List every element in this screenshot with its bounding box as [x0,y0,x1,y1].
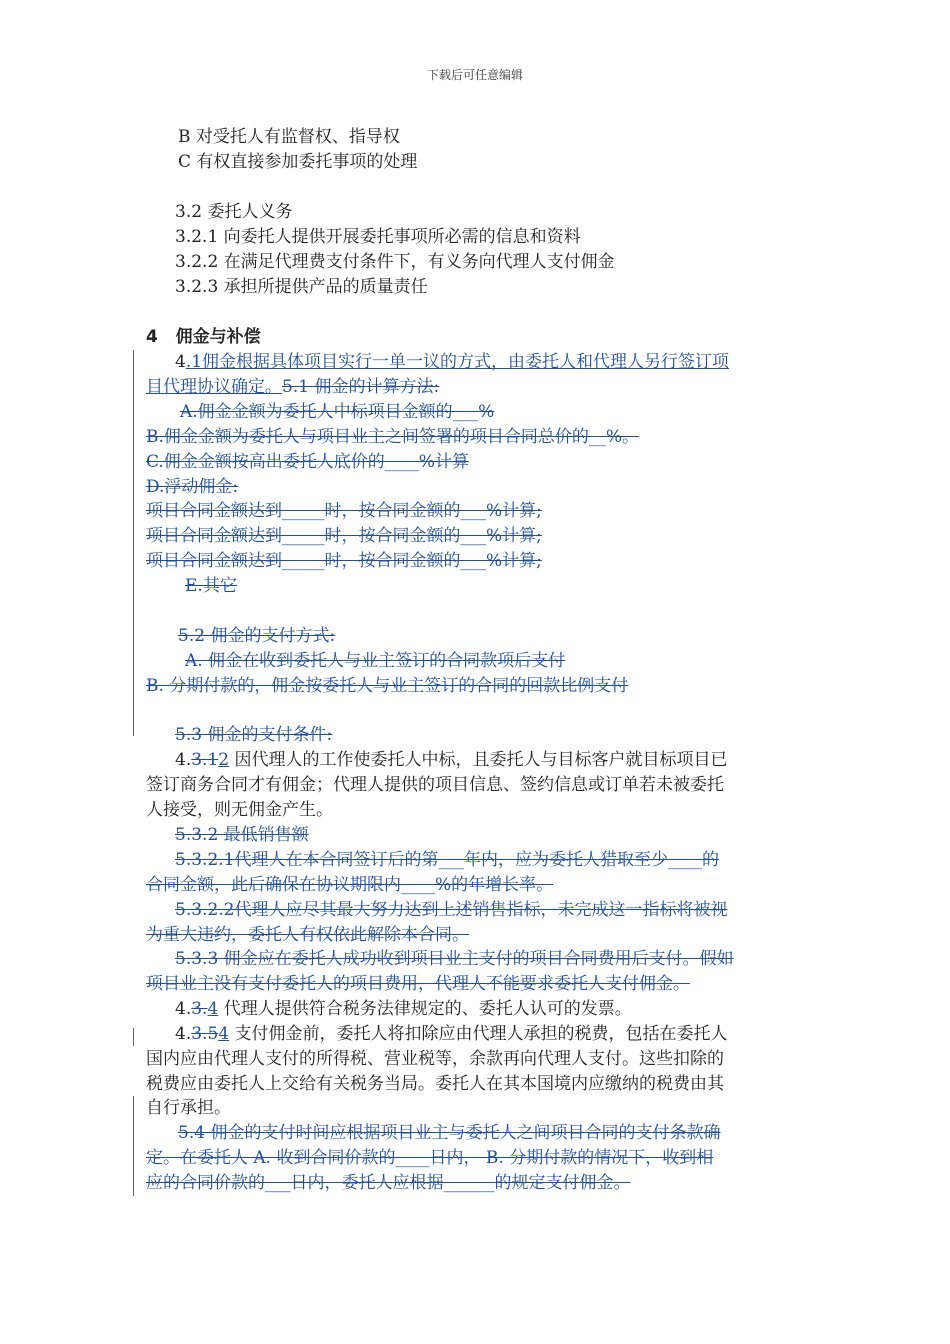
deleted-option-e: E.其它 [185,576,237,596]
clause-4-2-line2: 签订商务合同才有佣金；代理人提供的项目信息、签约信息或订单若未被委托 [146,775,724,795]
clause-number: 4. [175,1024,192,1044]
page-header: 下载后可任意编辑 [426,68,523,82]
clause-3-2-1: 3.2.1 向委托人提供开展委托事项所必需的信息和资料 [175,227,581,247]
deleted-5-4-line1: 5.4 佣金的支付时间应根据项目业主与委托人之间项目合同的支付条款确 [178,1123,721,1143]
deleted-tier-3: 项目合同金额达到_____时，按合同金额的___%计算; [146,551,542,571]
clause-4-1-line1 [175,351,729,373]
section-3-2: 3.2 委托人义务 [175,202,293,222]
clause-4-1-line2 [146,376,439,398]
clause-4-4-line1 [175,1023,728,1045]
clause-4-4-line2: 国内应由代理人支付的所得税、营业税等，余款再向代理人支付。这些扣除的 [146,1049,724,1069]
deleted-5-3-3-line1: 5.3.3 佣金应在委托人成功收到项目业主支付的项目合同费用后支付。假如 [175,949,734,969]
inserted-text: 目代理协议确定。 [146,377,282,397]
deleted-5-2-b: B. 分期付款的，佣金按委托人与业主签订的合同的回款比例支付 [146,676,629,696]
clause-4-4-line4: 自行承担。 [146,1098,231,1118]
deleted-text: 5.1 佣金的计算方法: [282,377,440,397]
inserted-text: 4 [207,999,219,1019]
clause-number: 4 [175,352,186,372]
deleted-5-3-2-2-line2: 为重大违约，委托人有权依此解除本合同。 [146,925,469,945]
clause-c: C 有权直接参加委托事项的处理 [178,152,418,172]
deleted-5-3-2-1-line2: 合同金额，此后确保在协议期限内____%的年增长率。 [146,875,554,895]
deleted-text: 3. [191,999,208,1019]
deleted-section-5-3: 5.3 佣金的支付条件: [175,725,333,745]
clause-text: 支付佣金前，委托人将扣除应由代理人承担的税费，包括在委托人 [229,1024,728,1044]
deleted-section-5-2: 5.2 佣金的支付方式: [178,626,336,646]
change-bar [133,1096,134,1196]
deleted-tier-1: 项目合同金额达到_____时，按合同金额的___%计算; [146,501,542,521]
deleted-option-b: B.佣金金额为委托人与项目业主之间签署的项目合同总价的__%。 [146,427,640,447]
deleted-5-4-line2: 定。在委托人 A. 收到合同价款的____日内， B. 分期付款的情况下，收到相 [146,1148,714,1168]
inserted-text: 2 [218,750,230,770]
section-4-heading: 4 佣金与补偿 [146,327,261,347]
clause-4-3 [175,998,632,1020]
deleted-option-a: A.佣金金额为委托人中标项目金额的___% [180,402,495,422]
inserted-text: 4 [218,1024,230,1044]
clause-text: 因代理人的工作使委托人中标，且委托人与目标客户就目标项目已 [229,750,728,770]
clause-b: B 对受托人有监督权、指导权 [178,127,400,147]
clause-3-2-2: 3.2.2 在满足代理费支付条件下，有义务向代理人支付佣金 [175,252,615,272]
change-bar [133,350,134,736]
deleted-5-2-a: A. 佣金在收到委托人与业主签订的合同款项后支付 [185,651,566,671]
clause-number: 4. [175,750,192,770]
deleted-5-4-line3: 应的合同价款的___日内，委托人应根据______的规定支付佣金。 [146,1173,631,1193]
deleted-option-d: D.浮动佣金: [146,477,239,497]
deleted-text: 3.1 [191,750,219,770]
clause-number: 4. [175,999,192,1019]
deleted-5-3-2-2-line1: 5.3.2.2代理人应尽其最大努力达到上述销售指标，未完成这一指标将被视 [175,900,728,920]
deleted-text: 3.5 [191,1024,219,1044]
clause-text: 代理人提供符合税务法律规定的、委托人认可的发票。 [218,999,632,1019]
deleted-5-3-2: 5.3.2 最低销售额 [175,825,309,845]
clause-4-4-line3: 税费应由委托人上交给有关税务当局。委托人在其本国境内应缴纳的税费由其 [146,1074,724,1094]
inserted-text: .1佣金根据具体项目实行一单一议的方式，由委托人和代理人另行签订项 [185,352,730,372]
deleted-option-c: C.佣金金额按高出委托人底价的____%计算 [146,452,469,472]
clause-4-2-line3: 人接受，则无佣金产生。 [146,800,333,820]
clause-4-2-line1 [175,749,728,771]
deleted-tier-2: 项目合同金额达到_____时，按合同金额的___%计算; [146,526,542,546]
deleted-5-3-2-1-line1: 5.3.2.1代理人在本合同签订后的第___年内，应为委托人猎取至少____的 [175,850,719,870]
change-bar [133,1028,134,1046]
deleted-5-3-3-line2: 项目业主没有支付委托人的项目费用，代理人不能要求委托人支付佣金。 [146,974,690,994]
clause-3-2-3: 3.2.3 承担所提供产品的质量责任 [175,277,428,297]
